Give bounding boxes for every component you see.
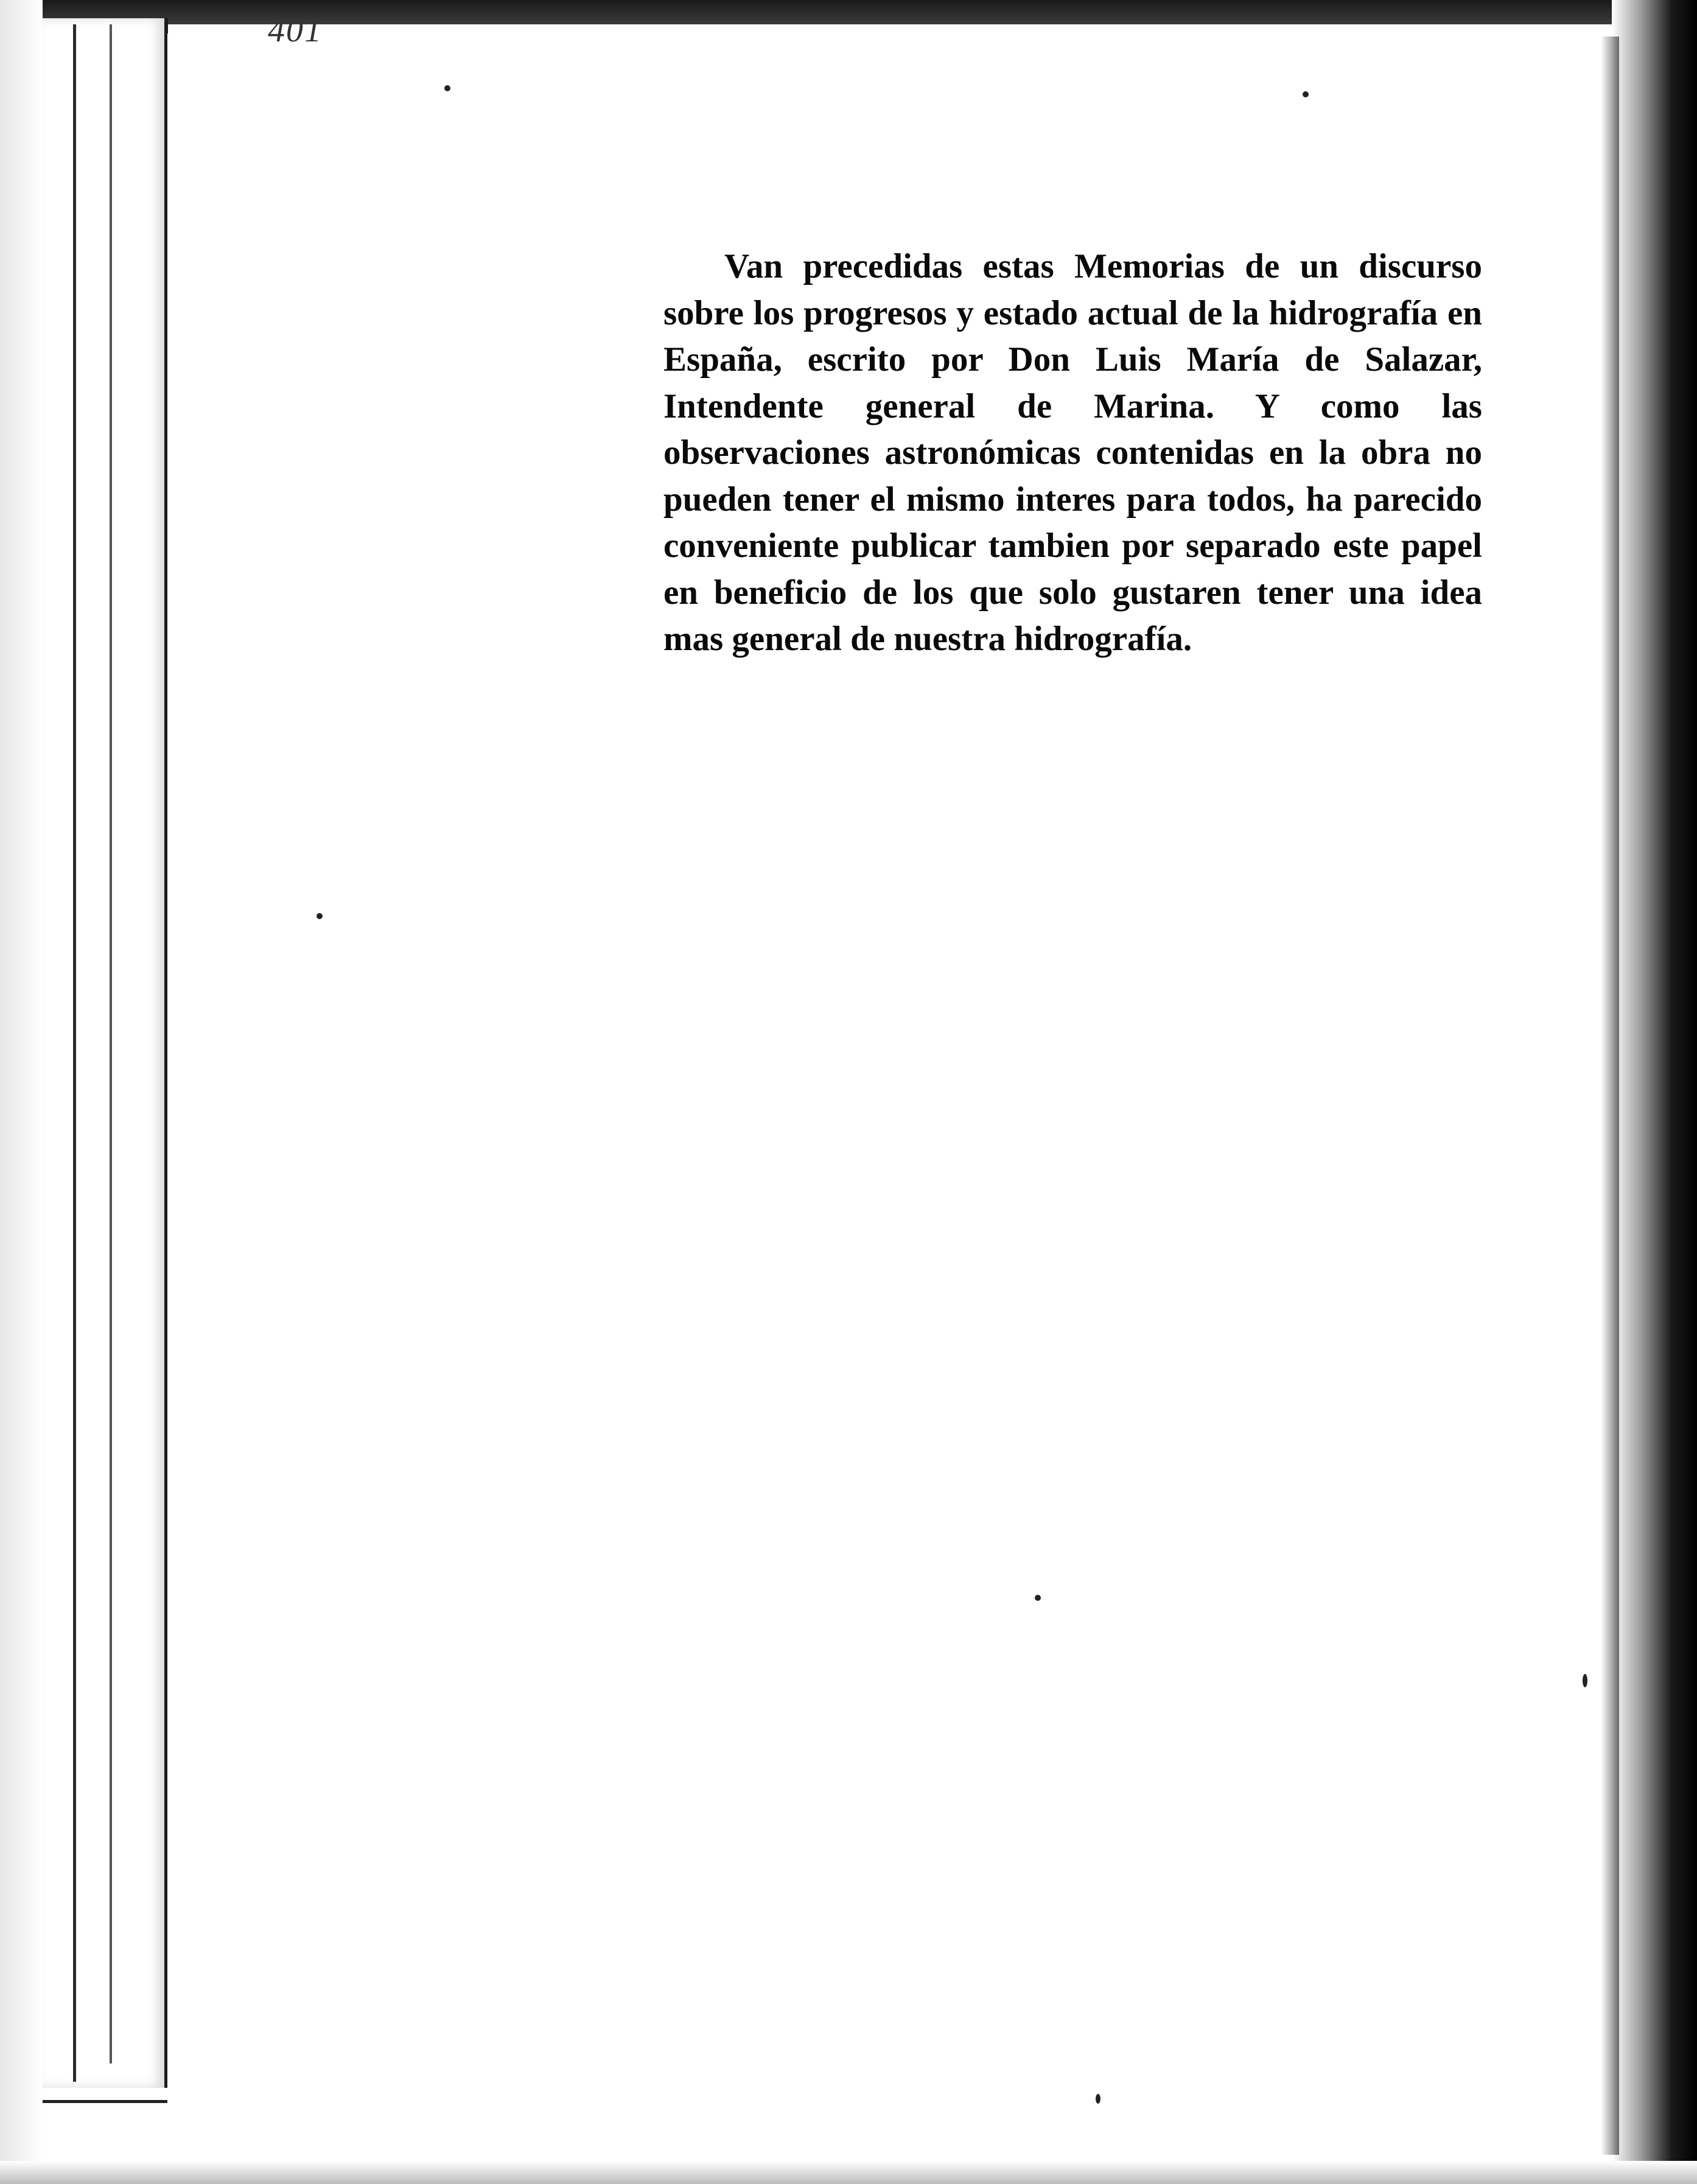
page-edge-line [73,24,76,2082]
scan-speck [1583,1674,1587,1687]
page-edge-line [110,24,112,2063]
page-stack-bottom [43,2039,180,2103]
scan-edge-right [1612,0,1697,2184]
scan-edge-left [0,0,43,2184]
handwritten-page-mark: 401 [268,12,323,49]
scan-edge-bottom [0,2161,1697,2184]
page-stack-left [43,18,168,2088]
scan-speck [1096,2094,1100,2104]
body-paragraph: Van precedidas estas Memorias de un discurso sobre los progresos y estado actual de la hidrografía en España, escrito por Don Luis María de Salazar, Intendente general de Marina. Y como las observaciones astronómicas contenidas en la obra no pueden tener el mismo interes para todos, ha parecido conveniente publicar tambien por separado este papel en beneficio de los que solo gustaren tener una idea mas general de nuestra hidrografía. [663,247,1482,658]
scan-edge-top [0,0,1697,24]
scan-speck [1035,1595,1041,1601]
scan-speck [444,85,450,91]
scan-speck [317,913,323,919]
scan-speck [1303,91,1309,97]
page-shadow-right [1601,37,1619,2155]
